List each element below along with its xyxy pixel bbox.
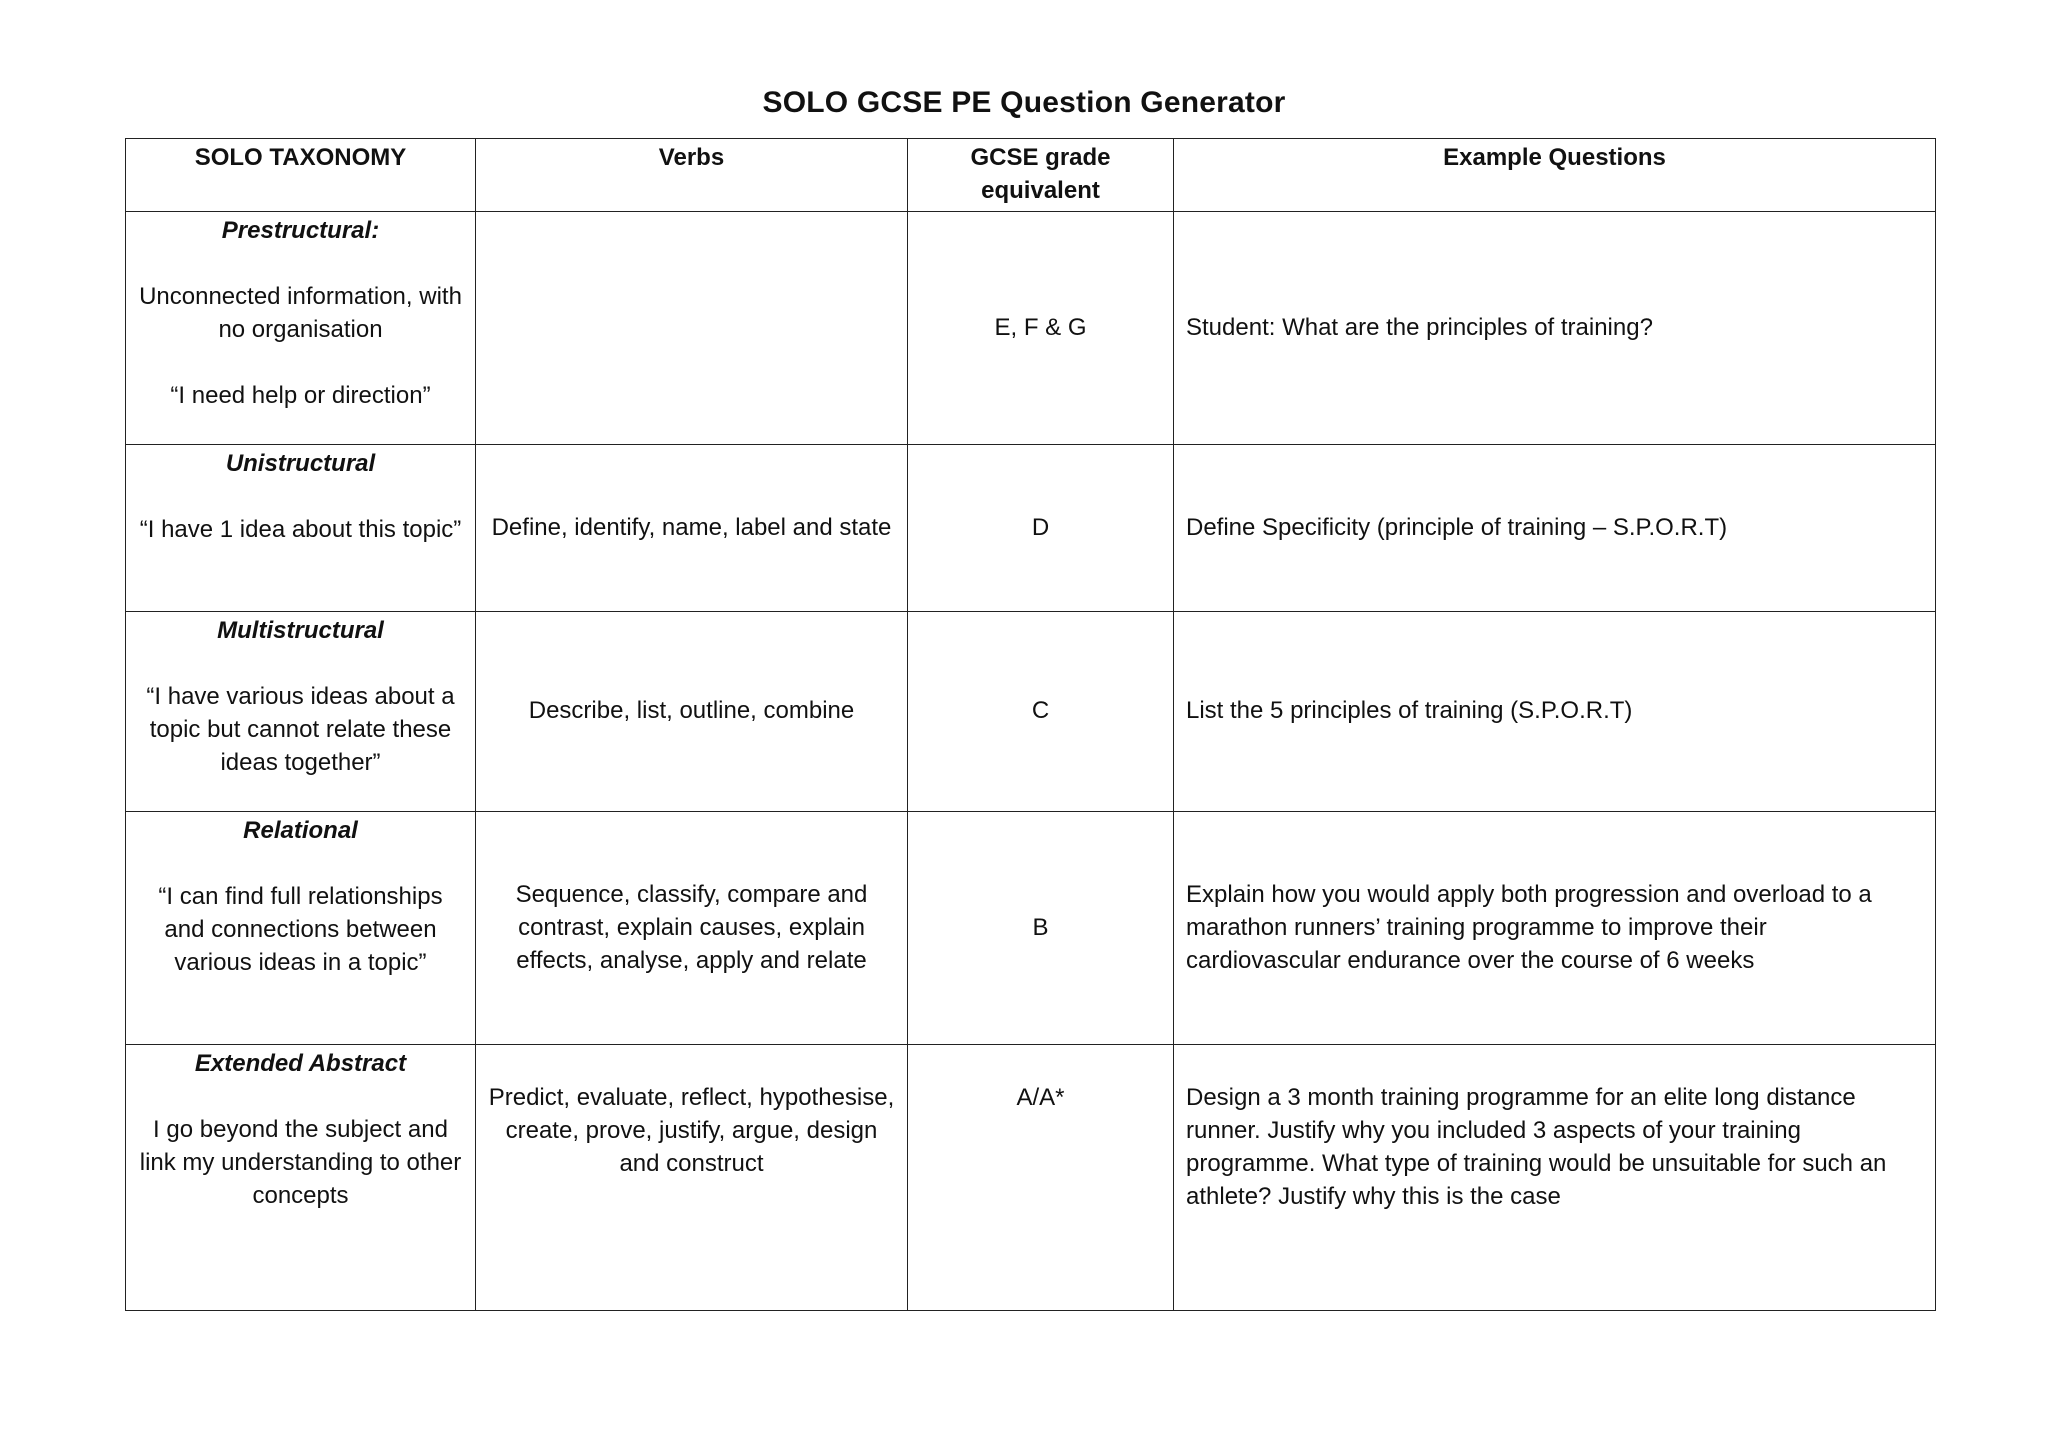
grade-cell: E, F & G [908,212,1174,445]
taxonomy-cell [126,812,476,1045]
grade-cell: C [908,612,1174,812]
taxonomy-cell [126,612,476,812]
header-verbs: Verbs [476,139,908,212]
level-description: Unconnected information, with no organisation [139,283,462,343]
level-quote: “I need help or direction” [170,382,431,409]
header-grade: GCSE grade equivalent [908,139,1174,212]
table-row [126,1045,1936,1311]
example-cell: Student: What are the principles of training? [1174,212,1936,445]
table-row [126,812,1936,1045]
solo-table [125,138,1936,1311]
level-description: I go beyond the subject and link my understanding to other concepts [139,1116,462,1209]
example-cell: Explain how you would apply both progression and overload to a marathon runners’ training programme to improve their cardiovascular endurance over the course of 6 weeks [1174,812,1936,1045]
header-taxonomy: SOLO TAXONOMY [126,139,476,212]
example-cell: Design a 3 month training programme for an elite long distance runner. Justify why you included 3 aspects of your training programme. What type of training would be unsuitable for such an athlete? Justify why this is the case [1174,1045,1936,1311]
level-name: Multistructural [217,617,384,644]
table-row [126,212,1936,445]
verbs-cell: Describe, list, outline, combine [476,612,908,812]
level-name: Prestructural: [221,217,380,244]
example-cell: List the 5 principles of training (S.P.O.R.T) [1174,612,1936,812]
verbs-cell: Sequence, classify, compare and contrast, explain causes, explain effects, analyse, apply and relate [476,812,908,1045]
level-description: “I have 1 idea about this topic” [139,516,462,543]
level-name: Relational [243,817,358,844]
verbs-cell [476,212,908,445]
table-row [126,612,1936,812]
table-row [126,445,1936,612]
level-name: Unistructural [225,450,376,477]
verbs-cell: Predict, evaluate, reflect, hypothesise, create, prove, justify, argue, design and construct [476,1045,908,1311]
level-name: Extended Abstract [194,1050,407,1077]
taxonomy-cell [126,212,476,445]
page-title: SOLO GCSE PE Question Generator [762,86,1286,119]
header-examples: Example Questions [1174,139,1936,212]
level-description: “I can find full relationships and connections between various ideas in a topic” [158,883,443,976]
level-description: “I have various ideas about a topic but cannot relate these ideas together” [146,683,455,776]
example-cell: Define Specificity (principle of training – S.P.O.R.T) [1174,445,1936,612]
grade-cell: D [908,445,1174,612]
grade-cell: B [908,812,1174,1045]
taxonomy-cell [126,1045,476,1311]
verbs-cell: Define, identify, name, label and state [476,445,908,612]
taxonomy-cell [126,445,476,612]
grade-cell: A/A* [908,1045,1174,1311]
header-row [126,139,1936,212]
